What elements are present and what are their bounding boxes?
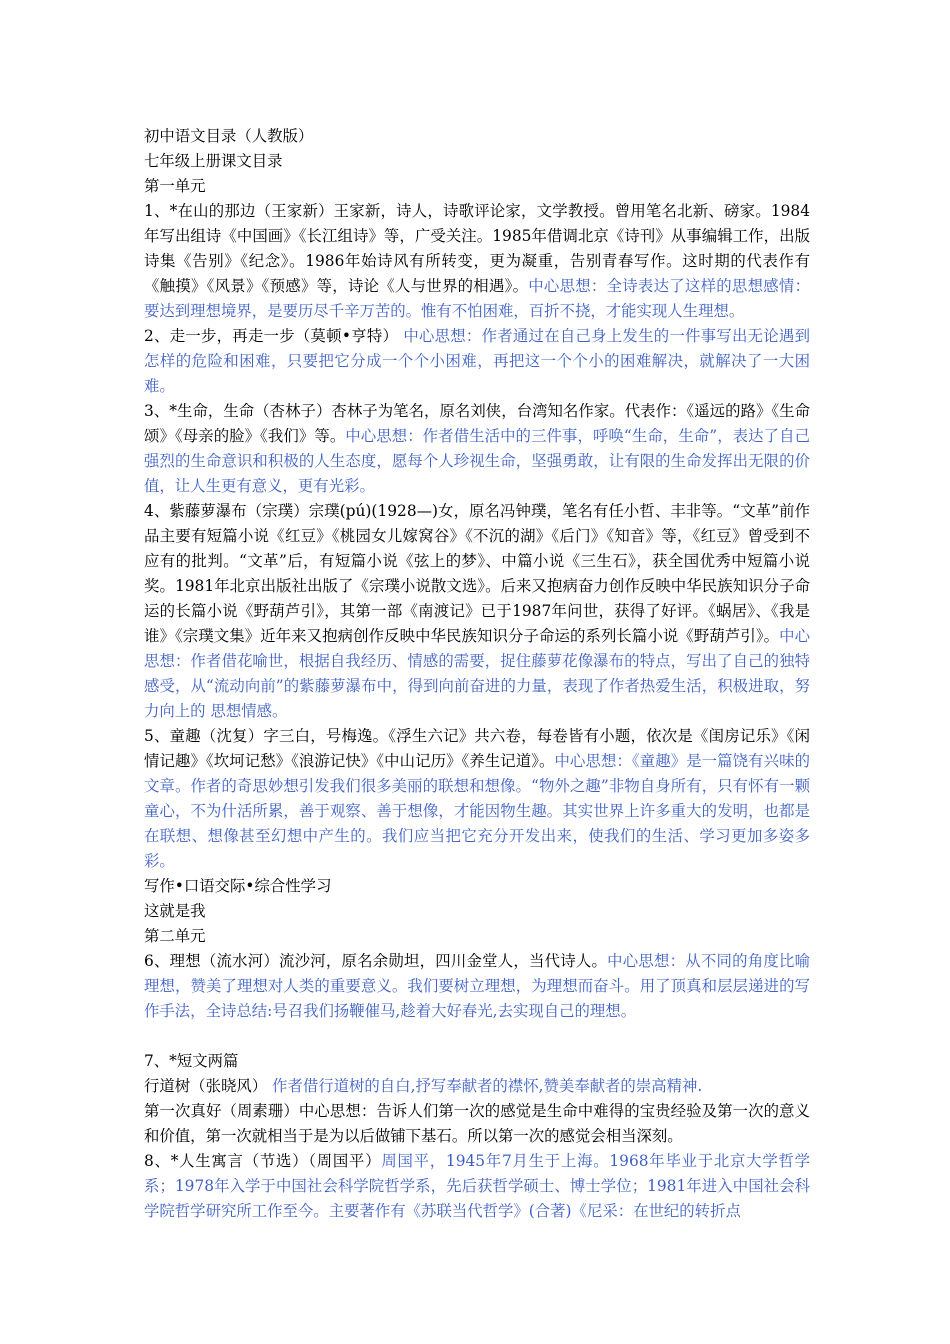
- lesson-text: 6、理想（流水河）流沙河，原名余勋坦，四川金堂人，当代诗人。: [144, 952, 608, 970]
- lesson-text: 5、童趣（沈复）字三白，号梅逸。《浮生六记》共六卷，每卷皆有小题，依次是《闺房记乐》《闲情记趣》《坎坷记愁》《浪游记快》《中山记历》《养生记道》。: [144, 727, 810, 770]
- lesson-text: 1、*在山的那边（王家新）王家新，诗人，诗歌评论家，文学教授。曾用笔名北新、磅家。1984年写出组诗《中国画》《长江组诗》等，广受关注。1985年借调北京《诗刊》从事编辑工作，出版诗集《告别》《纪念》。1986年始诗风有所转变，更为凝重，告别青春写作。这时期的代表作有《触摸》《风景》《预感》等，诗论《人与世界的相遇》。: [144, 202, 810, 295]
- central-idea: 中心思想：作者通过在自己身上发生的一件事写出无论遇到怎样的危险和困难，只要把它分成一个个小困难，再把这一个个小的困难解决，就解决了一大困难。: [144, 327, 810, 395]
- central-idea: 中心思想：《童趣》是一篇饶有兴味的文章。作者的奇思妙想引发我们很多美丽的联想和想像。“物外之趣”非物自身所有，只有怀有一颗童心，不为什活所累，善于观察、善于想像，才能因物生趣。其实世界上许多重大的发明，也都是在联想、想像甚至幻想中产生的。我们应当把它充分开发出来，使我们的生活、学习更加多姿多彩。: [144, 752, 810, 870]
- unit-heading: 第一单元: [144, 177, 206, 195]
- author-bio: 周国平，1945年7月生于上海。1968年毕业于北京大学哲学系；1978年入学于中国社会科学院哲学系，先后获哲学硕士、博士学位；1981年进入中国社会科学院哲学研究所工作至今。主要著作有《苏联当代哲学》(合著)《尼采：在世纪的转折点: [144, 1152, 810, 1220]
- unit-heading: 第二单元: [144, 927, 206, 945]
- lesson-entry: [144, 199, 810, 324]
- lesson-entry: [144, 1074, 810, 1099]
- lesson-entry: [144, 949, 810, 1024]
- lesson-entry: 第一次真好（周素珊）中心思想：告诉人们第一次的感觉是生命中难得的宝贵经验及第一次的意义和价值，第一次就相当于是为以后做铺下基石。所以第一次的感觉会相当深刻。: [144, 1102, 810, 1145]
- section-item: 这就是我: [144, 902, 206, 920]
- lesson-text: 4、紫藤萝瀑布（宗璞）宗璞(pú)(1928—)女，原名冯钟璞，笔名有任小哲、丰非等。“文革”前作品主要有短篇小说《红豆》《桃园女儿嫁窝谷》《不沉的湖》《后门》《知音》等，《红豆》曾受到不应有的批判。“文革”后，有短篇小说《弦上的梦》、中篇小说《三生石》，获全国优秀中短篇小说奖。1981年北京出版社出版了《宗璞小说散文选》。后来又抱病奋力创作反映中华民族知识分子命运的长篇小说《野葫芦引》，其第一部《南渡记》已于1987年问世，获得了好评。《蜗居》、《我是谁》《宗璞文集》近年来又抱病创作反映中华民族知识分子命运的系列长篇小说《野葫芦引》。: [144, 502, 810, 645]
- lesson-entry: [144, 1149, 810, 1224]
- document-page: [144, 124, 810, 1224]
- blank-line: [144, 1024, 810, 1049]
- lesson-text: 8、*人生寓言（节选）（周国平）: [144, 1152, 382, 1170]
- doc-subtitle: 七年级上册课文目录: [144, 152, 283, 170]
- lesson-entry: [144, 499, 810, 724]
- lesson-entry: [144, 724, 810, 874]
- central-idea: 中心思想：全诗表达了这样的思想感情：要达到理想境界，是要历尽千辛万苦的。惟有不怕困难，百折不挠，才能实现人生理想。: [144, 277, 810, 320]
- section-heading: 写作•口语交际•综合性学习: [144, 877, 332, 895]
- central-idea: 中心思想：作者借花喻世，根据自我经历、情感的需要，捉住藤萝花像瀑布的特点，写出了自己的独特感受，从“流动向前”的紫藤萝瀑布中，得到向前奋进的力量，表现了作者热爱生活，积极进取，努力向上的 思想情感。: [144, 627, 810, 720]
- lesson-entry: [144, 399, 810, 499]
- lesson-entry: 7、*短文两篇: [144, 1052, 239, 1070]
- lesson-text: 3、*生命，生命（杏林子）杏林子为笔名，原名刘侠，台湾知名作家。代表作：《遥远的路》《生命颂》《母亲的脸》《我们》等。: [144, 402, 810, 445]
- lesson-text: 2、走一步，再走一步（莫顿•亨特）: [144, 327, 399, 345]
- lesson-text: 行道树（张晓风）: [144, 1077, 268, 1095]
- central-idea: 中心思想：作者借生活中的三件事，呼唤“生命，生命”，表达了自己强烈的生命意识和积极的人生态度，愿每个人珍视生命，坚强勇敢，让有限的生命发挥出无限的价值，让人生更有意义，更有光彩。: [144, 427, 810, 495]
- doc-title: 初中语文目录（人教版）: [144, 127, 314, 145]
- lesson-entry: [144, 324, 810, 399]
- central-idea: 作者借行道树的自白,抒写奉献者的襟怀,赞美奉献者的崇高精神.: [272, 1077, 703, 1095]
- central-idea: 中心思想：从不同的角度比喻理想，赞美了理想对人类的重要意义。我们要树立理想，为理想而奋斗。用了顶真和层层递进的写作手法，全诗总结:号召我们扬鞭催马,趁着大好春光,去实现自己的理想。: [144, 952, 810, 1020]
